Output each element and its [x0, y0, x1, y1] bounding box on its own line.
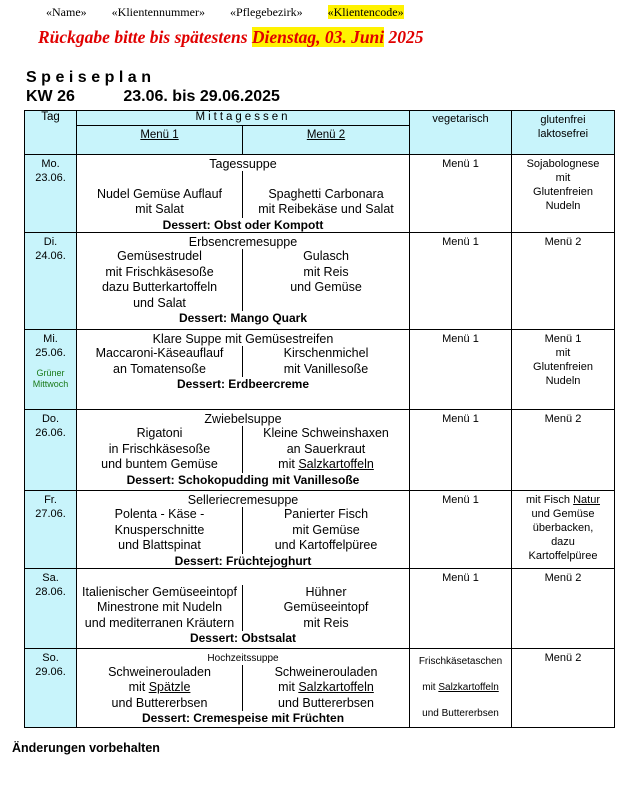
glutenfree-line: Menü 1: [544, 333, 582, 345]
day-date: 23.06.: [35, 172, 66, 184]
glutenfree-line: Nudeln: [545, 200, 581, 212]
menu2-line: Gulasch: [303, 249, 349, 263]
dessert: Dessert: Erdbeercreme: [176, 377, 310, 391]
dessert: Dessert: Obstsalat: [189, 631, 297, 645]
menu1-line: und buntem Gemüse: [101, 457, 218, 471]
day-cell: [25, 330, 77, 410]
soup: Hochzeitssuppe: [207, 652, 279, 664]
glutenfree-line: Menü 2: [544, 413, 582, 425]
menu2-line: [243, 296, 409, 312]
day-cell: [25, 568, 77, 648]
day-cell: [25, 648, 77, 727]
week-line: [26, 88, 280, 106]
menu2-line: Kleine Schweinshaxen: [263, 426, 389, 440]
day-name: Mi.: [43, 333, 58, 345]
menu1-line: und Buttererbsen: [111, 695, 208, 710]
day-cell: [25, 233, 77, 330]
day-date: 27.06.: [35, 508, 66, 520]
glutenfree-line: überbacken,: [532, 522, 594, 534]
vegetarian-line: Menü 1: [442, 571, 479, 584]
soup: Erbsencremesuppe: [188, 235, 298, 249]
menus: [77, 665, 409, 712]
glutenfree-cell: [512, 233, 615, 330]
glutenfree-cell: [512, 648, 615, 727]
soup: Selleriecremesuppe: [187, 493, 299, 507]
menu2-line: [243, 171, 409, 187]
glutenfree-line: dazu: [551, 536, 575, 548]
menu2-line: Panierter Fisch: [283, 507, 369, 521]
day-name: Sa.: [42, 571, 59, 584]
menu2-line: mit Salzkartoffeln: [278, 680, 374, 694]
meal-cell: [77, 233, 410, 330]
glutenfree-line: Menü 2: [544, 651, 582, 664]
glutenfree-cell: [512, 155, 615, 233]
vegetarian-cell: [410, 233, 512, 330]
glutenfree-cell: [512, 410, 615, 491]
name-field: «Name»: [46, 5, 87, 19]
day-row: [25, 233, 615, 330]
placeholder-fields: [46, 5, 426, 20]
menu2-line: mit Reibekäse und Salat: [258, 202, 394, 216]
glutenfree-line: und Gemüse: [531, 508, 595, 520]
meal-cell: [77, 491, 410, 569]
soup: Klare Suppe mit Gemüsestreifen: [152, 332, 334, 346]
menu2-dish: [243, 249, 409, 311]
menu2-dish: [243, 585, 409, 632]
menu2-dish: [243, 426, 409, 473]
menu1-dish: [77, 426, 243, 473]
page-title: Speiseplan: [26, 69, 156, 86]
meal-cell: [77, 155, 410, 233]
day-name: Fr.: [44, 494, 57, 506]
vegetarian-line: Menü 1: [442, 494, 479, 506]
soup: Zwiebelsuppe: [204, 412, 282, 426]
menu2-dish: [243, 665, 409, 712]
week-label: KW 26: [26, 88, 75, 105]
dessert: Dessert: Früchtejoghurt: [174, 553, 312, 568]
day-date: 24.06.: [35, 250, 66, 262]
menu2-line: mit Gemüse: [292, 522, 360, 537]
menu2-dish: [243, 171, 409, 218]
menu2-line: Gemüseeintopf: [283, 600, 369, 614]
menu2-line: mit Salzkartoffeln: [278, 457, 374, 471]
day-row: [25, 491, 615, 569]
dessert: Dessert: Mango Quark: [178, 311, 308, 325]
dessert: Dessert: Cremespeise mit Früchten: [141, 711, 345, 725]
menu1-line: dazu Butterkartoffeln: [101, 280, 218, 294]
week-range: 23.06. bis 29.06.2025: [123, 88, 280, 105]
vegetarian-line: Frischkäsetaschen: [418, 655, 503, 667]
glutenfree-cell: [512, 330, 615, 410]
soup: Tagessuppe: [209, 157, 277, 171]
menu1-line: Knusperschnitte: [114, 522, 205, 537]
day-name: So.: [42, 651, 59, 664]
vegetarian-cell: [410, 491, 512, 569]
menu1-dish: [77, 346, 243, 377]
menu1-line: Maccaroni-Käseauflauf: [95, 346, 224, 360]
menu1-dish: [77, 665, 243, 712]
header-vegetarisch: vegetarisch: [410, 111, 512, 155]
return-deadline: Dienstag, 03. Juni: [251, 27, 385, 47]
header-glutenfrei: glutenfrei laktosefrei: [512, 111, 615, 155]
menu2-dish: [243, 507, 409, 554]
glutenfree-cell: [512, 491, 615, 569]
menu1-line: Nudel Gemüse Auflauf: [96, 186, 223, 201]
day-row: [25, 410, 615, 491]
menus: [77, 426, 409, 473]
day-row: [25, 155, 615, 233]
menus: [77, 346, 409, 377]
menu1-dish: [77, 507, 243, 554]
meal-cell: [77, 330, 410, 410]
menu1-line: Italienischer Gemüseeintopf: [82, 584, 237, 599]
care-district-field: «Pflegebezirk»: [229, 5, 303, 19]
header-menu1: Menü 1: [77, 126, 243, 154]
header-tag: Tag: [25, 111, 77, 155]
meal-cell: [77, 410, 410, 491]
menu1-line: und Blattspinat: [118, 538, 201, 552]
vegetarian-line: Menü 1: [442, 236, 479, 248]
vegetarian-cell: [410, 155, 512, 233]
dessert: Dessert: Obst oder Kompott: [162, 217, 324, 232]
menu2-line: mit Vanillesoße: [283, 361, 369, 376]
footer-note: Änderungen vorbehalten: [12, 741, 160, 755]
menu1-dish: [77, 585, 243, 632]
day-date: 28.06.: [35, 585, 66, 598]
menu2-dish: [243, 346, 409, 377]
menu1-line: mit Spätzle: [128, 680, 191, 694]
glutenfree-line: mit: [555, 172, 571, 184]
menu1-line: und Salat: [133, 295, 186, 310]
day-cell: [25, 410, 77, 491]
menu2-line: Kirschenmichel: [283, 346, 369, 360]
day-cell: [25, 491, 77, 569]
menu2-line: und Kartoffelpüree: [274, 538, 378, 552]
day-date: 26.06.: [35, 427, 66, 439]
day-date: 29.06.: [35, 665, 66, 678]
dessert: Dessert: Schokopudding mit Vanillesoße: [126, 472, 360, 487]
header-menus: [77, 126, 410, 155]
day-cell: [25, 155, 77, 233]
day-name: Di.: [43, 236, 58, 248]
client-number-field: «Klientennummer»: [111, 5, 205, 19]
menu1-line: Schweinerouladen: [108, 664, 211, 679]
day-note: Grüner Mittwoch: [32, 368, 69, 389]
days-body: [25, 155, 615, 728]
vegetarian-line: Menü 1: [442, 158, 479, 170]
vegetarian-line: Menü 1: [442, 333, 479, 345]
menu2-line: und Gemüse: [290, 280, 362, 294]
menu1-line: Minestrone mit Nudeln: [96, 600, 223, 614]
vegetarian-cell: [410, 568, 512, 648]
glutenfree-line: Kartoffelpüree: [528, 550, 598, 562]
client-code-field: «Klientencode»: [327, 5, 404, 19]
day-name: Do.: [41, 413, 60, 425]
menu1-line: [77, 171, 242, 187]
menu2-line: und Buttererbsen: [278, 695, 374, 710]
glutenfree-line: Glutenfreien: [533, 361, 593, 373]
menu1-line: und mediterranen Kräutern: [84, 615, 235, 630]
header-menu2: Menü 2: [306, 129, 346, 141]
menu2-line: mit Reis: [303, 264, 349, 279]
glutenfree-line: Menü 2: [544, 571, 582, 584]
menu1-line: Gemüsestrudel: [117, 249, 202, 263]
glutenfree-line: Nudeln: [545, 375, 581, 387]
glutenfree-cell: [512, 568, 615, 648]
meal-cell: [77, 648, 410, 727]
glutenfree-line: mit Fisch Natur: [526, 494, 600, 506]
menu1-line: Polenta - Käse -: [114, 507, 205, 521]
menus: [77, 507, 409, 554]
menus: [77, 585, 409, 632]
soup: [77, 569, 409, 585]
meal-cell: [77, 568, 410, 648]
glutenfree-line: Sojabolognese: [526, 158, 600, 170]
day-date: 25.06.: [35, 347, 66, 359]
menu1-line: an Tomatensoße: [113, 361, 206, 376]
glutenfree-line: Menü 2: [544, 236, 582, 248]
vegetarian-cell: [410, 330, 512, 410]
menu-table: [24, 110, 615, 728]
menu1-line: mit Salat: [135, 202, 184, 216]
menu2-line: an Sauerkraut: [286, 441, 366, 456]
vegetarian-line: mit Salzkartoffeln: [422, 681, 499, 693]
glutenfree-line: Glutenfreien: [533, 186, 593, 198]
day-row: [25, 330, 615, 410]
vegetarian-cell: [410, 410, 512, 491]
menu1-dish: [77, 171, 243, 218]
menu2-line: Hühner: [305, 584, 347, 599]
vegetarian-cell: [410, 648, 512, 727]
menu1-line: in Frischkäsesoße: [108, 441, 211, 456]
menu1-line: mit Frischkäsesoße: [105, 264, 214, 279]
menu2-line: Schweinerouladen: [274, 664, 378, 679]
vegetarian-line: Menü 1: [442, 413, 479, 425]
header-mittagessen: Mittagessen: [77, 111, 410, 126]
day-row: [25, 568, 615, 648]
menu2-line: Spaghetti Carbonara: [268, 186, 384, 201]
vegetarian-line: und Buttererbsen: [422, 707, 499, 719]
glutenfree-line: mit: [555, 347, 571, 359]
return-notice: Rückgabe bitte bis spätestens Dienstag, 03. Juni 2025: [38, 27, 424, 47]
menus: [77, 171, 409, 218]
menus: [77, 249, 409, 311]
day-name: Mo.: [41, 158, 60, 170]
menu1-dish: [77, 249, 243, 311]
menu2-line: mit Reis: [303, 615, 349, 630]
day-row: [25, 648, 615, 727]
menu1-line: Rigatoni: [136, 426, 183, 440]
